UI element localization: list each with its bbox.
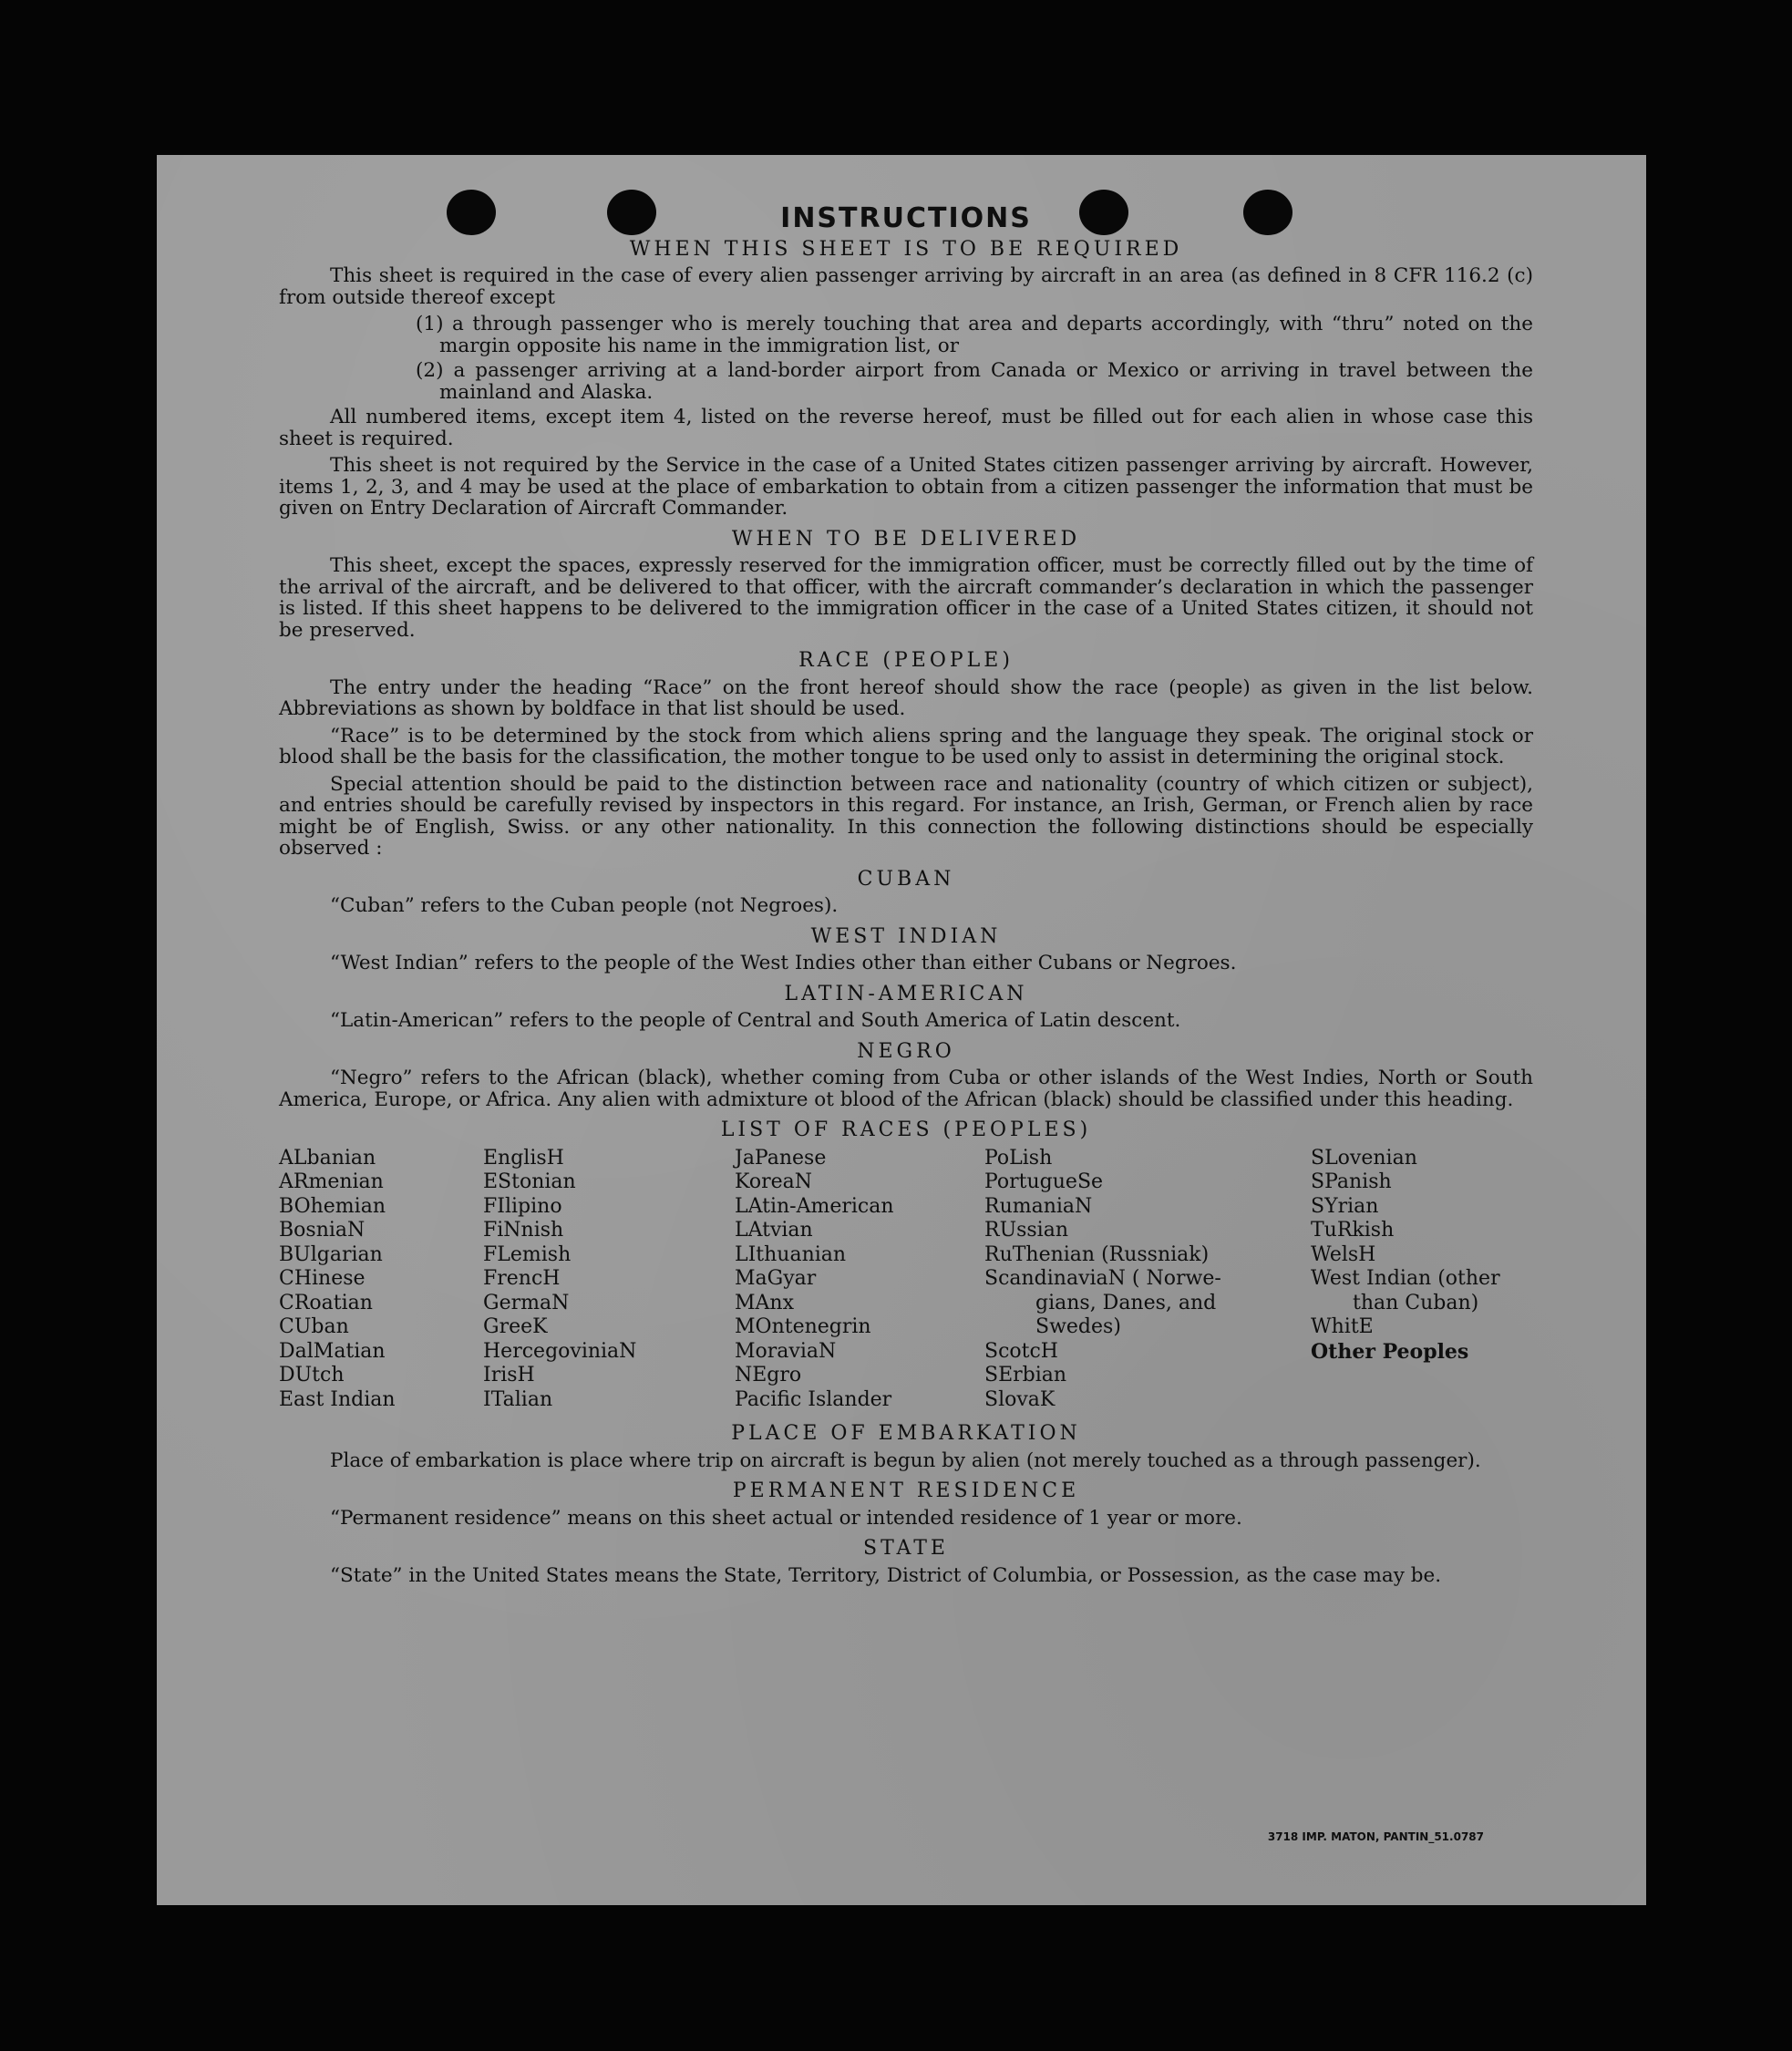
- race-entry: ScotcH: [984, 1339, 1058, 1363]
- race-entry: SErbian: [984, 1364, 1067, 1386]
- race-entry: BOhemian: [279, 1194, 386, 1218]
- race-entry: HercegoviniaN: [483, 1339, 637, 1363]
- paragraph: Special attention should be paid to the distinction between race and nationality (country of which citizen or subject), and entries should be carefully revised by inspectors in this regard. For instance, an Irish, German, or French alien by race might be of English, Swiss. or any other nationality. In this connection the following distinctions should be especially observed :: [279, 772, 1533, 860]
- race-entry: FLemish: [483, 1242, 572, 1266]
- paragraph: This sheet, except the spaces, expressly reserved for the immigration officer, must be correctly filled out by the time of the arrival of the aircraft, and be delivered to that officer, with the aircraft commander’s declaration in which the passenger is listed. If this sheet happens to be delivered to the immigration officer in the case of a United States citizen, it should not be preserved.: [279, 554, 1533, 642]
- race-entry: SlovaK: [984, 1387, 1056, 1411]
- race-entry: ARmenian: [279, 1170, 384, 1193]
- heading-list-of-races: LIST OF RACES (PEOPLES): [720, 1118, 1092, 1141]
- race-entry: WhitE: [1311, 1315, 1374, 1338]
- race-entry: SYrian: [1311, 1194, 1379, 1218]
- race-entry: PoLish: [984, 1146, 1053, 1170]
- printer-imprint: 3718 IMP. MATON, PANTIN_51.0787: [1267, 1830, 1484, 1843]
- list-item: (1) a through passenger who is merely touching that area and departs accordingly, with “thru” noted on the margin opposite his name in the immigration list, or: [416, 313, 1533, 357]
- race-entry: CUban: [279, 1315, 349, 1338]
- heading-when-required: WHEN THIS SHEET IS TO BE REQUIRED: [629, 237, 1183, 261]
- paragraph: Place of embarkation is place where trip on aircraft is begun by alien (not merely touched as a through passenger).: [330, 1448, 1481, 1472]
- race-entry: FIlipino: [483, 1194, 562, 1218]
- heading-negro: NEGRO: [857, 1039, 955, 1063]
- race-entry: RuThenian (Russniak): [984, 1242, 1210, 1266]
- paragraph: “Permanent residence” means on this sheet actual or intended residence of 1 year or more.: [330, 1506, 1242, 1530]
- race-entry: SPanish: [1311, 1170, 1392, 1193]
- heading-race: RACE (PEOPLE): [798, 649, 1014, 672]
- race-entry: MAnx: [735, 1291, 794, 1314]
- race-entry: PortugueSe: [984, 1170, 1104, 1193]
- races-list: [279, 1147, 1533, 1413]
- paragraph: This sheet is not required by the Service in the case of a United States citizen passenger arriving by aircraft. However, items 1, 2, 3, and 4 may be used at the place of embarkation to obtain from a citizen passenger the information that must be given on Entry Declaration of Aircraft Commander.: [279, 454, 1533, 520]
- race-entry: RUssian: [984, 1219, 1069, 1242]
- race-entry: NEgro: [735, 1364, 802, 1386]
- race-entry: than Cuban): [1353, 1291, 1479, 1314]
- race-entry: DalMatian: [279, 1339, 386, 1363]
- race-entry: IrisH: [483, 1364, 535, 1386]
- races-column: [483, 1147, 735, 1413]
- heading-cuban: CUBAN: [857, 867, 955, 891]
- race-entry: RumaniaN: [984, 1194, 1093, 1218]
- races-column: [279, 1147, 483, 1413]
- race-entry: LIthuanian: [735, 1242, 847, 1266]
- race-entry: EStonian: [483, 1170, 576, 1193]
- race-entry: FiNnish: [483, 1219, 564, 1242]
- paragraph: “State” in the United States means the State, Territory, District of Columbia, or Possession, as the case may be.: [330, 1563, 1442, 1587]
- paragraph: “Cuban” refers to the Cuban people (not Negroes).: [330, 894, 839, 917]
- race-entry: MOntenegrin: [735, 1315, 871, 1338]
- race-entry: ScandinaviaN ( Norwe-: [984, 1267, 1221, 1290]
- races-column: [984, 1147, 1311, 1413]
- heading-west-indian: WEST INDIAN: [810, 924, 1002, 948]
- page-title: INSTRUCTIONS: [780, 202, 1032, 234]
- race-entry: West Indian (other: [1311, 1267, 1500, 1290]
- race-entry: Swedes): [1035, 1315, 1121, 1338]
- races-column: [735, 1147, 984, 1413]
- heading-when-delivered: WHEN TO BE DELIVERED: [731, 527, 1081, 551]
- race-entry: LAtin-American: [735, 1194, 894, 1218]
- race-entry: EnglisH: [483, 1146, 564, 1170]
- race-entry: Other Peoples: [1311, 1339, 1469, 1364]
- race-entry: ALbanian: [279, 1146, 376, 1170]
- paragraph: “West Indian” refers to the people of the West Indies other than either Cubans or Negroes.: [330, 952, 1237, 974]
- paragraph: “Race” is to be determined by the stock from which aliens spring and the language they speak. The original stock or blood shall be the basis for the classification, the mother tongue to be used only to assist in determining the original stock.: [279, 724, 1533, 768]
- race-entry: FrencH: [483, 1267, 561, 1290]
- paragraph: This sheet is required in the case of every alien passenger arriving by aircraft in an area (as defined in 8 CFR 116.2 (c) from outside thereof except: [279, 264, 1533, 309]
- race-entry: GermaN: [483, 1291, 570, 1314]
- races-column: [1311, 1147, 1529, 1413]
- race-entry: JaPanese: [735, 1146, 827, 1170]
- race-entry: BosniaN: [279, 1219, 366, 1242]
- race-entry: WelsH: [1311, 1242, 1376, 1266]
- race-entry: gians, Danes, and: [1035, 1291, 1217, 1314]
- race-entry: SLovenian: [1311, 1146, 1417, 1170]
- race-entry: Pacific Islander: [735, 1387, 892, 1411]
- race-entry: GreeK: [483, 1315, 548, 1338]
- heading-embarkation: PLACE OF EMBARKATION: [731, 1422, 1081, 1445]
- race-entry: East Indian: [279, 1387, 396, 1411]
- race-entry: KoreaN: [735, 1170, 812, 1193]
- list-item: (2) a passenger arriving at a land-border airport from Canada or Mexico or arriving in travel between the mainland and Alaska.: [416, 359, 1533, 404]
- heading-permanent-residence: PERMANENT RESIDENCE: [732, 1479, 1080, 1502]
- race-entry: MaGyar: [735, 1267, 817, 1290]
- race-entry: BUlgarian: [279, 1242, 383, 1266]
- paragraph: “Negro” refers to the African (black), whether coming from Cuba or other islands of the West Indies, North or South America, Europe, or Africa. Any alien with admixture ot blood of the African (black) should be classified under this heading.: [279, 1067, 1533, 1111]
- race-entry: CHinese: [279, 1267, 366, 1290]
- heading-state: STATE: [863, 1537, 949, 1560]
- race-entry: LAtvian: [735, 1219, 813, 1242]
- race-entry: CRoatian: [279, 1291, 373, 1314]
- paragraph: All numbered items, except item 4, listed on the reverse hereof, must be filled out for each alien in whose case this sheet is required.: [279, 406, 1533, 450]
- paragraph: The entry under the heading “Race” on the front hereof should show the race (people) as given in the list below. Abbreviations as shown by boldface in that list should be used.: [279, 675, 1533, 720]
- heading-latin-american: LATIN-AMERICAN: [784, 982, 1028, 1005]
- race-entry: DUtch: [279, 1364, 345, 1386]
- document-sheet: [157, 155, 1646, 1905]
- race-entry: ITalian: [483, 1387, 553, 1411]
- race-entry: MoraviaN: [735, 1339, 837, 1363]
- race-entry: TuRkish: [1311, 1219, 1395, 1242]
- paragraph: “Latin-American” refers to the people of Central and South America of Latin descent.: [330, 1009, 1181, 1032]
- instructions-content: [279, 202, 1533, 1592]
